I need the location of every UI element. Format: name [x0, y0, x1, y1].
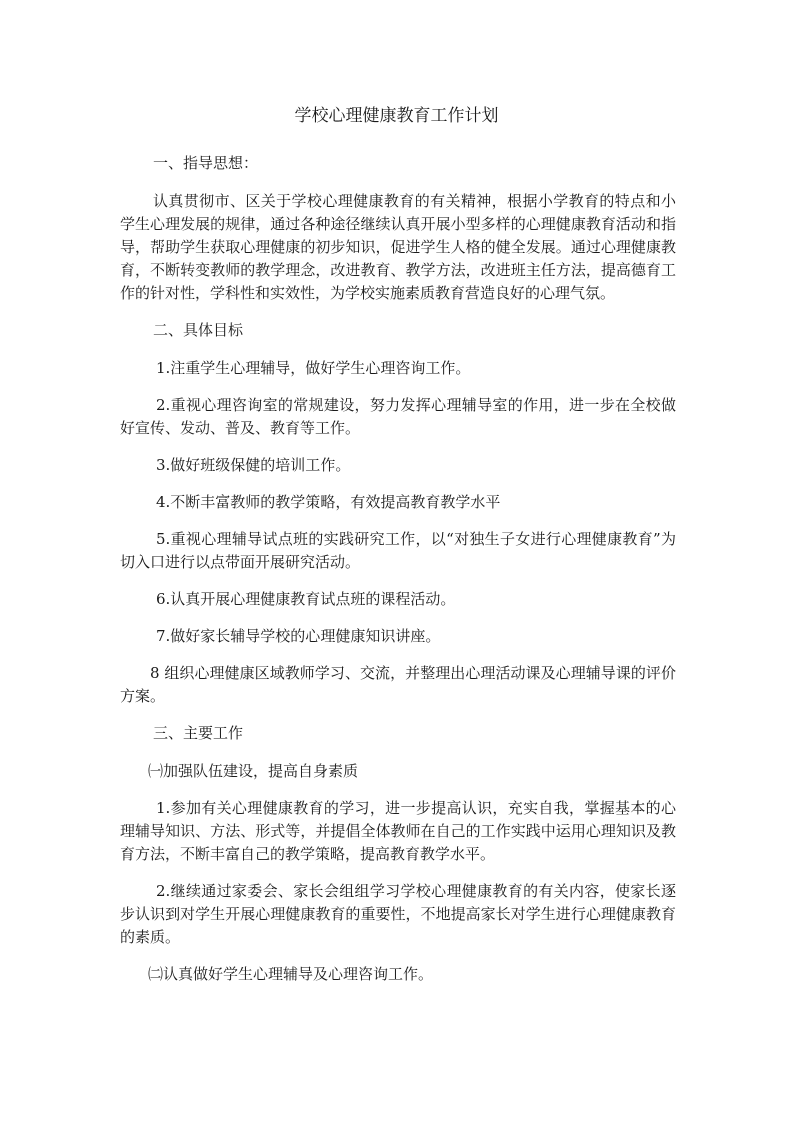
goal-item-1: 1.注重学生心理辅导，做好学生心理咨询工作。: [156, 359, 471, 377]
work-item-1: 1.参加有关心理健康教育的学习，进一步提高认识，充实自我，掌握基本的心理辅导知识、方法、形式等，并提倡全体教师在自己的工作实践中运用心理知识及教育方法，不断丰富自己的教学策略，提高教育教学水平。: [120, 799, 676, 863]
goal-item-7: 7.做好家长辅导学校的心理健康知识讲座。: [156, 627, 441, 645]
goal-item-3: 3.做好班级保健的培训工作。: [156, 456, 351, 474]
section-heading-specific-goals: 二、具体目标: [153, 321, 244, 339]
paragraph-guiding-ideology: 认真贯彻市、区关于学校心理健康教育的有关精神，根据小学教育的特点和小学生心理发展的规律，通过各种途径继续认真开展小型多样的心理健康教育活动和指导，帮助学生获取心理健康的初步知识，促进学生人格的健全发展。通过心理健康教育，不断转变教师的教学理念，改进教育、教学方法，改进班主任方法，提高德育工作的针对性，学科性和实效性，为学校实施素质教育营造良好的心理气氛。: [120, 192, 676, 302]
goal-item-6: 6.认真开展心理健康教育试点班的课程活动。: [156, 590, 456, 608]
section-heading-main-work: 三、主要工作: [153, 724, 244, 742]
section-heading-guiding-ideology: 一、指导思想：: [153, 154, 259, 172]
subsection-heading-team-building: ㈠加强队伍建设，提高自身素质: [148, 762, 359, 780]
subsection-heading-counseling: ㈡认真做好学生心理辅导及心理咨询工作。: [148, 965, 434, 983]
goal-item-4: 4.不断丰富教师的教学策略，有效提高教育教学水平: [156, 493, 501, 511]
work-item-2: 2.继续通过家委会、家长会组组学习学校心理健康教育的有关内容，使家长逐步认识到对学生开展心理健康教育的重要性，不地提高家长对学生进行心理健康教育的素质。: [120, 882, 676, 946]
document-title: 学校心理健康教育工作计划: [294, 106, 499, 126]
goal-item-8: 8 组织心理健康区域教师学习、交流，并整理出心理活动课及心理辅导课的评价方案。: [120, 664, 676, 705]
document-body: [120, 152, 676, 1000]
goal-item-5: 5.重视心理辅导试点班的实践研究工作，以“对独生子女进行心理健康教育”为切入口进行以点带面开展研究活动。: [120, 530, 676, 571]
goal-item-2: 2.重视心理咨询室的常规建设，努力发挥心理辅导室的作用，进一步在全校做好宣传、发动、普及、教育等工作。: [120, 396, 676, 437]
